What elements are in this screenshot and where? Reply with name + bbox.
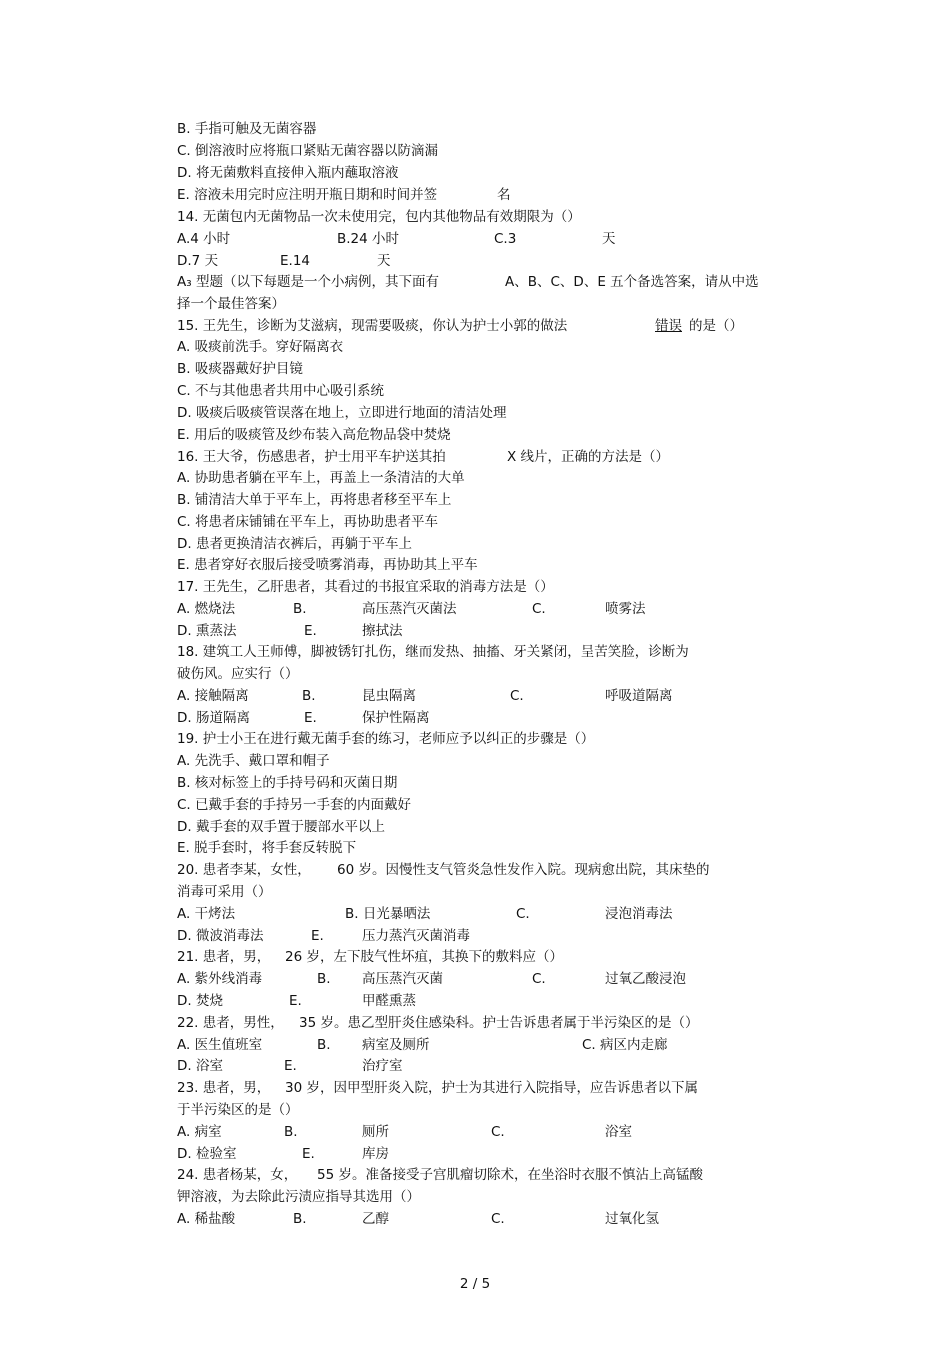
line-text-continued: 35 岁。患乙型肝炎住感染科。护士告诉患者属于半污染区的是（） [299, 1015, 699, 1031]
text-line [177, 380, 807, 402]
line-text: 破伤风。应实行（） [177, 666, 299, 682]
option-text: 浴室 [605, 1124, 632, 1140]
option-text: 高压蒸汽灭菌法 [362, 601, 457, 617]
option-text: 昆虫隔离 [362, 688, 416, 704]
answer-options-row [177, 685, 807, 707]
answer-options-row [177, 1121, 807, 1143]
text-line [177, 206, 807, 228]
option-text: D. 焚烧 [177, 993, 223, 1009]
line-text: B. 铺清洁大单于平车上，再将患者移至平车上 [177, 492, 452, 508]
line-text: 择一个最佳答案） [177, 296, 285, 312]
text-line [177, 859, 807, 881]
option-text: E. [284, 1058, 297, 1074]
text-line [177, 881, 807, 903]
line-text: A₃ 型题（以下每题是一个小病例，其下面有 [177, 274, 439, 290]
answer-options-row [177, 1034, 807, 1056]
line-text-continued: 55 岁。准备接受子宫肌瘤切除术，在坐浴时衣服不慎沾上高锰酸 [317, 1167, 703, 1183]
option-text: D. 微波消毒法 [177, 928, 264, 944]
answer-options-row [177, 598, 807, 620]
option-text: A.4 小时 [177, 231, 231, 247]
option-text: B. [317, 971, 331, 987]
text-line [177, 489, 807, 511]
text-line [177, 533, 807, 555]
line-text: 17. 王先生，乙肝患者，其看过的书报宜采取的消毒方法是（） [177, 579, 554, 595]
option-text: E.14 [280, 253, 310, 269]
option-text: D.7 天 [177, 253, 219, 269]
line-text: D. 吸痰后吸痰管误落在地上，立即进行地面的清洁处理 [177, 405, 507, 421]
line-text: D. 将无菌敷料直接伸入瓶内蘸取溶液 [177, 165, 399, 181]
text-line [177, 554, 807, 576]
option-text: C.3 [494, 231, 517, 247]
answer-options-row [177, 903, 807, 925]
line-text: 20. 患者李某，女性， [177, 862, 311, 878]
option-text: C. [510, 688, 524, 704]
text-line [177, 184, 807, 206]
option-text: D. 检验室 [177, 1146, 237, 1162]
line-text: E. 脱手套时，将手套反转脱下 [177, 840, 357, 856]
line-text: A. 吸痰前洗手。穿好隔离衣 [177, 339, 344, 355]
line-text: 消毒可采用（） [177, 884, 272, 900]
option-text: 过氧乙酸浸泡 [605, 971, 686, 987]
line-text: A. 协助患者躺在平车上，再盖上一条清洁的大单 [177, 470, 465, 486]
line-text: E. 用后的吸痰管及纱布装入高危物品袋中焚烧 [177, 427, 451, 443]
option-text: E. [289, 993, 302, 1009]
option-text: 乙醇 [362, 1211, 389, 1227]
line-text-continued: X 线片，正确的方法是（） [507, 449, 670, 465]
line-text-continued: 30 岁，因甲型肝炎入院，护士为其进行入院指导，应告诉患者以下属 [285, 1080, 698, 1096]
line-text: E. 患者穿好衣服后接受喷雾消毒，再协助其上平车 [177, 557, 478, 573]
option-text: 治疗室 [362, 1058, 403, 1074]
answer-options-row [177, 968, 807, 990]
option-text: D. 肠道隔离 [177, 710, 250, 726]
text-line [177, 728, 807, 750]
option-text: 过氧化氢 [605, 1211, 659, 1227]
page-number: 2 / 5 [459, 1276, 491, 1292]
option-text: B. [284, 1124, 298, 1140]
option-text: C. [491, 1211, 505, 1227]
line-text: 14. 无菌包内无菌物品一次未使用完，包内其他物品有效期限为（） [177, 209, 581, 225]
line-text: D. 戴手套的双手置于腰部水平以上 [177, 819, 385, 835]
text-line [177, 446, 807, 468]
option-text: E. [304, 623, 317, 639]
line-text: C. 不与其他患者共用中心吸引系统 [177, 383, 385, 399]
option-text: A. 接触隔离 [177, 688, 249, 704]
line-text-continued: 的是（） [689, 318, 743, 334]
line-text-continued: A、B、C、D、E 五个备选答案，请从中选 [505, 274, 759, 290]
option-text: 压力蒸汽灭菌消毒 [362, 928, 470, 944]
option-text: E. [304, 710, 317, 726]
option-text: C. [516, 906, 530, 922]
text-line [177, 358, 807, 380]
text-line [177, 315, 807, 337]
line-text: 于半污染区的是（） [177, 1102, 299, 1118]
answer-options-row [177, 250, 807, 272]
line-text: 21. 患者，男， [177, 949, 271, 965]
text-line [177, 1164, 807, 1186]
text-line [177, 946, 807, 968]
option-text: B. [302, 688, 316, 704]
answer-options-row [177, 1143, 807, 1165]
option-text: E. [311, 928, 324, 944]
line-text-continued: 26 岁，左下肢气性坏疽，其换下的敷料应（） [285, 949, 563, 965]
text-line [177, 576, 807, 598]
option-text: A. 干烤法 [177, 906, 236, 922]
option-text: 高压蒸汽灭菌 [362, 971, 443, 987]
text-line [177, 162, 807, 184]
option-text: B. [293, 1211, 307, 1227]
option-text: B. 日光暴晒法 [345, 906, 431, 922]
line-text-continued: 名 [497, 187, 511, 203]
line-text: 24. 患者杨某，女， [177, 1167, 298, 1183]
text-line [177, 140, 807, 162]
text-line [177, 1186, 807, 1208]
option-text: A. 病室 [177, 1124, 222, 1140]
line-text: 钾溶液，为去除此污渍应指导其选用（） [177, 1189, 420, 1205]
option-text: 厕所 [362, 1124, 389, 1140]
option-text: D. 浴室 [177, 1058, 223, 1074]
option-text: B. [317, 1037, 331, 1053]
text-line [177, 511, 807, 533]
option-text: A. 稀盐酸 [177, 1211, 236, 1227]
line-text: D. 患者更换清洁衣裤后，再躺于平车上 [177, 536, 412, 552]
option-text: C. [491, 1124, 505, 1140]
text-line [177, 837, 807, 859]
option-text: B. [293, 601, 307, 617]
option-text: 库房 [362, 1146, 389, 1162]
line-text: 18. 建筑工人王师傅，脚被锈钉扎伤，继而发热、抽搐、牙关紧闭，呈苦笑脸，诊断为 [177, 644, 689, 660]
text-line [177, 772, 807, 794]
option-text: 病室及厕所 [362, 1037, 430, 1053]
line-text: B. 吸痰器戴好护目镜 [177, 361, 303, 377]
answer-options-row [177, 990, 807, 1012]
underlined-keyword: 错误 [655, 318, 682, 334]
line-text: C. 倒溶液时应将瓶口紧贴无菌容器以防滴漏 [177, 143, 439, 159]
text-line [177, 641, 807, 663]
answer-options-row [177, 707, 807, 729]
option-text: C. 病区内走廊 [582, 1037, 668, 1053]
option-text: E. [302, 1146, 315, 1162]
text-line [177, 424, 807, 446]
text-line [177, 816, 807, 838]
option-text: A. 医生值班室 [177, 1037, 263, 1053]
option-text: 保护性隔离 [362, 710, 430, 726]
option-text: 喷雾法 [605, 601, 646, 617]
answer-options-row [177, 925, 807, 947]
answer-options-row [177, 1208, 807, 1230]
option-text: C. [532, 971, 546, 987]
line-text: 22. 患者，男性， [177, 1015, 284, 1031]
text-line [177, 1012, 807, 1034]
answer-options-row [177, 1055, 807, 1077]
option-text: 甲醛熏蒸 [362, 993, 416, 1009]
line-text: 16. 王大爷，伤感患者，护士用平车护送其拍 [177, 449, 446, 465]
text-line [177, 794, 807, 816]
option-text: 呼吸道隔离 [605, 688, 673, 704]
option-text: 天 [602, 231, 616, 247]
option-text: A. 燃烧法 [177, 601, 236, 617]
text-line [177, 750, 807, 772]
line-text: E. 溶液未用完时应注明开瓶日期和时间并签 [177, 187, 438, 203]
option-text: 擦拭法 [362, 623, 403, 639]
line-text: A. 先洗手、戴口罩和帽子 [177, 753, 330, 769]
line-text: B. 手指可触及无菌容器 [177, 121, 317, 137]
text-line [177, 663, 807, 685]
line-text: C. 已戴手套的手持另一手套的内面戴好 [177, 797, 412, 813]
line-text: B. 核对标签上的手持号码和灭菌日期 [177, 775, 398, 791]
text-line [177, 271, 807, 293]
option-text: D. 熏蒸法 [177, 623, 237, 639]
line-text: C. 将患者床铺铺在平车上，再协助患者平车 [177, 514, 439, 530]
text-line [177, 118, 807, 140]
text-line [177, 402, 807, 424]
option-text: B.24 小时 [337, 231, 400, 247]
option-text: A. 紫外线消毒 [177, 971, 263, 987]
line-text: 19. 护士小王在进行戴无菌手套的练习，老师应予以纠正的步骤是（） [177, 731, 595, 747]
answer-options-row [177, 228, 807, 250]
option-text: C. [532, 601, 546, 617]
text-line [177, 293, 807, 315]
text-line [177, 336, 807, 358]
line-text: 15. 王先生，诊断为艾滋病，现需要吸痰，你认为护士小郭的做法 [177, 318, 568, 334]
option-text: 天 [377, 253, 391, 269]
answer-options-row [177, 620, 807, 642]
line-text-continued: 60 岁。因慢性支气管炎急性发作入院。现病愈出院，其床垫的 [337, 862, 710, 878]
text-line [177, 467, 807, 489]
text-line [177, 1077, 807, 1099]
line-text: 23. 患者，男， [177, 1080, 271, 1096]
text-line [177, 1099, 807, 1121]
option-text: 浸泡消毒法 [605, 906, 673, 922]
